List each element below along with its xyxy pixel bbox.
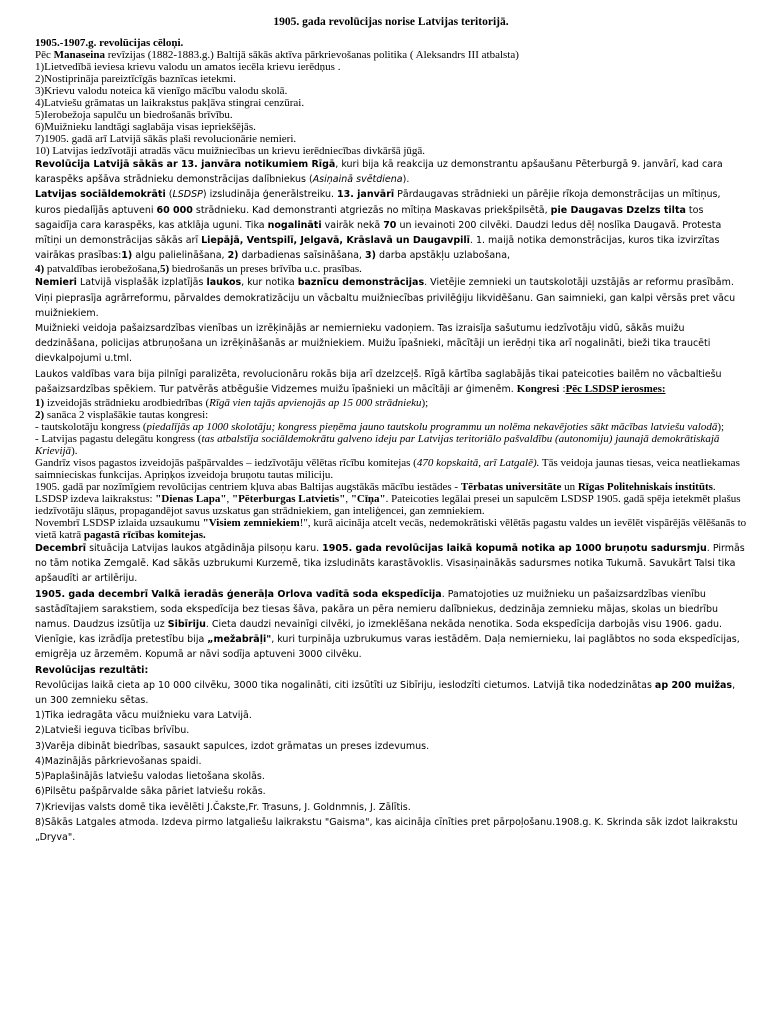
paragraph: Muižnieki veidoja pašaizsardzības vienības un izrēķinājās ar nemiernieku vadoņiem. Tas izraisīja sašutumu iedzīvotāju vidū, sākās muižu dedzināšana, policijas atbruņošana un izrēķināšanās ar muižniekiem. Muižu īpašnieki, mācītāji un ierēdņi tika arī nogalināti, bieži tika traucēti dievkalpojumi u.tml. xyxy=(35,323,711,365)
revolution-start-section xyxy=(35,157,747,263)
congress-section: 1) izveidojās strādnieku arodbiedrības (Rīgā vien tajās apvienojās ap 15 000 strādnieku); 2) sanāca 2 visplašākie tautas kongresi: - tautskolotāju kongress (piedalījās ap 1000 skolotāju; kongress pieņēma jauno tautskolu programmu un nolēma nekavējoties sākt mācības latviešu valodā); - Latvijas pagastu delegātu kongress (tas atbalstīja sociāldemokrātu galveno ideju par Latvijas teritoriālo pašvaldību (autonomiju) jaunajā demokrātiskajā Krievijā). Gandrīz visos pagastos izveidojās pašpārvaldes – iedzīvotāju vēlētas rīcību komitejas (470 kopskaitā, arī Latgalē). Tās veidoja jaunas tiesas, veica neatliekamas saimnieciskas funkcijas. Apriņķos izveidoja bruņotu tautas miliciju. 1905. gadā par nozīmīgiem revolūcijas centriem kļuva abas Baltijas augstākās mācību iestādes - Tērbatas universitāte un Rīgas Politehniskais institūts. LSDSP izdeva laikrakstus: "Dienas Lapa", "Pēterburgas Latvietis", "Cīņa". Pateicoties legālai presei un sapulcēm LSDSP 1905. gadā spēja ietekmēt plašus iedzīvotāju slāņus, propagandējot savus uzskatus gan strādniekiem, gan inteliģencei, gan zemniekiem. Novembrī LSDSP izlaida uzsaukumu "Visiem zemniekiem!", kurā aicināja atcelt vecās, nedemokrātiski vēlētās pagastu valdes un ievēlēt vispārējās vēlēšanās to vietā katrā pagastā rīcības komitejas. xyxy=(35,397,747,542)
list-item: 4)Mazinājās pārkrievošanas spaidi. xyxy=(35,755,202,767)
paragraph: Nemieri Latvijā visplašāk izplatījās laukos, kur notika baznīcu demonstrācijas. Vietējie zemnieki un tautskolotāji uzstājās ar reformu prasībām. Viņi pieprasīja agrārreformu, pārvaldes demokratizāciju un vācbaltu muižniecības privilēģiju likvidēšanu. Gan saimnieki, gan kalpi vērsās pret vācu muižniekiem. xyxy=(35,277,736,319)
list-item: 5)Ierobežoja sapulču un biedrošanās brīvību. xyxy=(35,109,233,121)
paragraph: Latvijas sociāldemokrāti (LSDSP) izsludināja ģenerālstreiku. 13. janvārī Pārdaugavas strādnieki un pārējie rīkoja demonstrācijas un mītiņus, kuros piedalījās aptuveni 60 000 strādnieku. Kad demonstranti atgriezās no mītiņa Maskavas priekšpilsētā, pie Daugavas Dzelzs tilta tos sagaidīja cara karaspēks, kas atklāja uguni. Tika nogalināti vairāk nekā 70 un ievainoti 200 cilvēki. Daudzi ledus dēļ noslīka Daugavā. Protesta mītiņi un demonstrācijas sākās arī Liepājā, Ventspilī, Jelgavā, Krāslavā un Daugavpilī. 1. maijā notika demonstrācijas, kuros tika izvirzītas vairākas prasības:1) algu palielināšana, 2) darbadienas saīsināšana, 3) darba apstākļu uzlabošana, xyxy=(35,189,722,262)
document-page xyxy=(35,0,747,845)
list-item: 2)Latvieši ieguva ticības brīvību. xyxy=(35,725,190,737)
results-section xyxy=(35,663,747,845)
page-title: 1905. gada revolūcijas norise Latvijas teritorijā. xyxy=(273,16,509,28)
rural-section xyxy=(35,275,747,397)
list-item: 3)Varēja dibināt biedrības, sasaukt sapulces, izdot grāmatas un preses izdevumus. xyxy=(35,740,430,752)
list-item: 1)Lietvedībā ieviesa krievu valodu un amatos iecēla krievu ierēdņus . xyxy=(35,61,341,73)
list-item: 7)Krievijas valsts domē tika ievēlēti J.Čakste,Fr. Trasuns, J. Goldnmnis, J. Zālītis. xyxy=(35,801,411,813)
list-item: 2)Nostiprināja pareiztīcīgās baznīcas ietekmi. xyxy=(35,73,236,85)
list-item: 7)1905. gadā arī Latvijā sākās plaši revolucionārie nemieri. xyxy=(35,133,297,145)
list-item: 5)Paplašinājās latviešu valodas lietošana skolās. xyxy=(35,771,265,783)
paragraph: Laukos valdības vara bija pilnīgi paralizēta, revolucionāru rokās bija arī dzelzceļš. Rīgā kārtība saglabājās tikai pateicoties bailēm no vācbaltiešu pašaizsardzības spēkiem. Tur patvērās atbēgušie Vidzemes muižu īpašnieki un mācītāji ar ģimenēm. Kongresi :Pēc LSDSP ierosmes: xyxy=(35,368,722,395)
list-item: 6)Pilsētu pašpārvalde sāka pāriet latviešu rokās. xyxy=(35,786,266,798)
list-item: 6)Muižnieku landtāgi saglabāja visas iepriekšējās. xyxy=(35,121,256,133)
causes-intro: Pēc Manaseina revīzijas (1882-1883.g.) Baltijā sākās aktīva pārkrievošanas politika ( Aleksandrs III atbalsta) xyxy=(35,49,519,61)
december-section xyxy=(35,541,747,663)
causes-section xyxy=(35,37,747,157)
list-item: 1)Tika iedragāta vācu muižnieku vara Latvijā. xyxy=(35,710,252,722)
list-item: 4)Latviešu grāmatas un laikrakstus pakļāva stingrai cenzūrai. xyxy=(35,97,305,109)
list-item: 10) Latvijas iedzīvotāji atradās vācu muižniecības un krievu ierēdniecības divkāršā jūgā. xyxy=(35,145,426,157)
results-heading: Revolūcijas rezultāti: xyxy=(35,664,149,676)
demands-line: 4) patvaldības ierobežošana,5) biedrošanās un preses brīvība u.c. prasības. xyxy=(35,263,362,276)
paragraph: Revolūcija Latvijā sākās ar 13. janvāra notikumiem Rīgā, kuri bija kā reakcija uz demonstrantu apšaušanu Pēterburgā 9. janvārī, kad cara karaspēks apšāva strādnieku demonstrācijas dalībniekus (Asiņainā svētdiena). xyxy=(35,159,723,186)
paragraph: Revolūcijas laikā cieta ap 10 000 cilvēku, 3000 tika nogalināti, citi izsūtīti uz Sibīriju, ieslodzīti cietumos. Latvijā tika nodedzinātas ap 200 muižas, un 300 zemnieku sētas. xyxy=(35,679,736,707)
list-item: 8)Sākās Latgales atmoda. Izdeva pirmo latgaliešu laikrakstu "Gaisma", kas aicināja cīnīties pret pārpoļošanu.1908.g. K. Skrinda sāk izdot laikrakstu „Dryva". xyxy=(35,816,738,843)
list-item: 3)Krievu valodu noteica kā vienīgo mācību valodu skolā. xyxy=(35,85,288,97)
paragraph: 1905. gada decembrī Valkā ieradās ģenerāļa Orlova vadītā soda ekspedīcija. Pamatojoties uz muižnieku un pašaizsardzības vienību sastādītajiem sarakstiem, soda ekspedīcija bez tiesas šāva, pakāra un pēra nemieru dalībniekus, dedzināja zemnieku mājas, skolas un biedrību namus. Daudzus izsūtīja uz Sibīriju. Cieta daudzi nevainīgi cilvēki, jo izmeklēšana nekāda nenotika. Soda ekspedīcija darbojās visu 1906. gadu. Vienīgie, kas izrādīja pretestību bija „mežabrāļi", kuri turpināja uzbrukumus varas iestādēm. Daļa nemiernieku, lai paglābtos no soda ekspedīcijas, emigrēja uz ārzemēm. Kopumā ar nāvi sodīja aptuveni 3000 cilvēku. xyxy=(35,588,740,661)
causes-heading: 1905.-1907.g. revolūcijas cēloņi. xyxy=(35,37,184,49)
paragraph: Decembrī situācija Latvijas laukos atgādināja pilsoņu karu. 1905. gada revolūcijas laikā kopumā notika ap 1000 bruņotu sadursmju. Pirmās no tām notika Zemgalē. Kad sākās uzbrukumi Kurzemē, tika izsludināts karastāvoklis. Visasiņainākās sadursmes notika Tukumā. Savukārt Talsi tika apšaudīti ar artilēriju. xyxy=(35,543,745,585)
